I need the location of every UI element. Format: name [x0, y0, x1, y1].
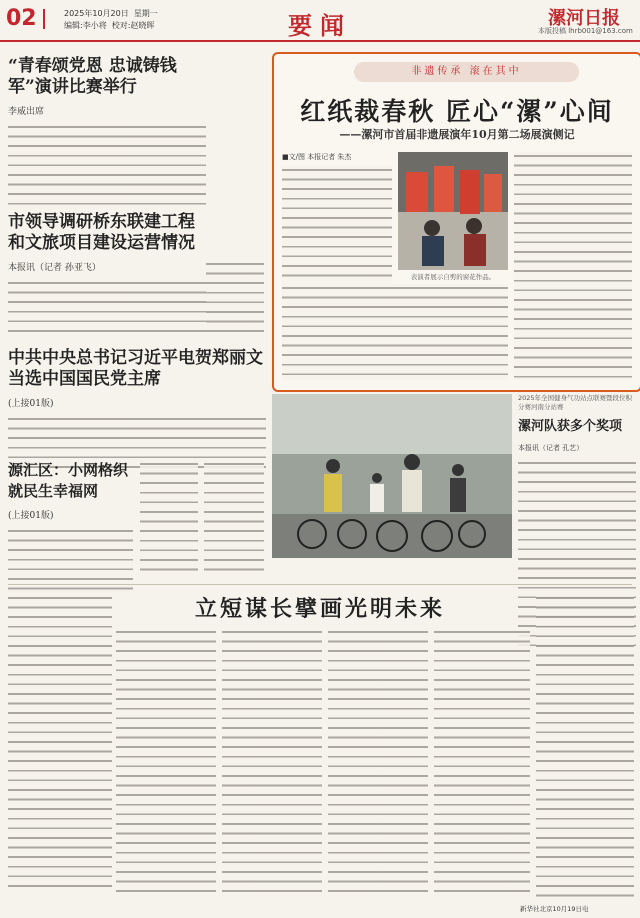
wire-dateline: 新华社北京10月19日电 [520, 905, 589, 913]
bottom-body-col1 [8, 594, 112, 894]
section-title: 要闻 [288, 11, 352, 40]
page-number: 02 [6, 6, 45, 31]
feature-byline: ■文/图 本报记者 朱杰 [282, 153, 352, 161]
editor: 编辑:李小将 [64, 21, 107, 30]
article-byline: 本报讯（记者 孙亚飞） [8, 263, 101, 273]
photo-caption: 表演者展示自剪的窗花作品。 [410, 273, 496, 281]
article-kicker: 2025年全国健身气功站点联赛暨段位积分赛河南分站赛 [518, 394, 633, 411]
bottom-body-col3 [222, 628, 322, 900]
paper-cutting-photo [398, 152, 508, 270]
proofreader: 校对:赵晓晖 [111, 21, 155, 30]
newspaper-logo: 漯河日报 [548, 8, 620, 29]
issue-info [64, 8, 158, 32]
left-article-4-body-cont2 [204, 460, 264, 576]
article-byline: 李威出席 [8, 107, 45, 117]
feature-body-right [514, 152, 632, 380]
left-article-2-body-cont [206, 260, 264, 336]
bottom-body-col5 [434, 628, 530, 900]
left-article-3[interactable] [8, 348, 266, 469]
feature-body-bottom [282, 284, 508, 380]
article-byline: (上接01版) [8, 399, 54, 409]
article-byline: 本报讯（记者 孔艺） [518, 444, 584, 452]
feature-body [282, 166, 392, 284]
cyclists-image [272, 394, 512, 558]
bottom-article-title[interactable] [120, 592, 520, 623]
feature-box [272, 52, 640, 392]
feature-title[interactable]: 红纸裁春秋 匠心“漯”心间 [300, 97, 614, 126]
article-headline[interactable]: 中共中央总书记习近平电贺郑丽文当选中国国民党主席 [8, 348, 263, 389]
bottom-body-col2 [116, 628, 216, 900]
article-headline[interactable]: 漯河队获多个奖项 [518, 419, 623, 434]
cycling-photo [272, 394, 512, 558]
feature-banner: 非遗传承 滚在其中 [354, 62, 579, 82]
issue-weekday: 星期一 [133, 9, 158, 18]
article-headline[interactable]: 市领导调研桥东联建工程和文旅项目建设运营情况 [8, 212, 195, 253]
bottom-body-col4 [328, 628, 428, 900]
left-article-4[interactable] [8, 460, 133, 597]
article-body [8, 279, 206, 339]
masthead [0, 0, 640, 42]
issue-date: 2025年10月20日 [64, 9, 129, 18]
left-article-2[interactable] [8, 212, 206, 339]
contact-email: 本版投稿 lhrb001@163.com [538, 27, 633, 35]
article-headline[interactable]: 立短谋长擘画光明未来 [194, 596, 445, 622]
feature-subtitle: ——漯河市首届非遗展演年10月第二场展演侧记 [339, 128, 575, 141]
divider-line [8, 584, 632, 585]
feature-photo [398, 152, 508, 270]
left-article-4-body-cont [140, 460, 198, 576]
article-body [8, 527, 133, 597]
left-article-1[interactable] [8, 56, 206, 211]
article-body [8, 123, 206, 211]
bottom-body-col6 [536, 594, 634, 898]
article-byline: (上接01版) [8, 511, 54, 521]
article-headline[interactable]: 源汇区：小网格织就民生幸福网 [8, 461, 129, 500]
article-headline[interactable]: “青春颂党恩 忠诚铸钱军”演讲比赛举行 [8, 56, 177, 97]
feature-byline-block [282, 152, 392, 284]
